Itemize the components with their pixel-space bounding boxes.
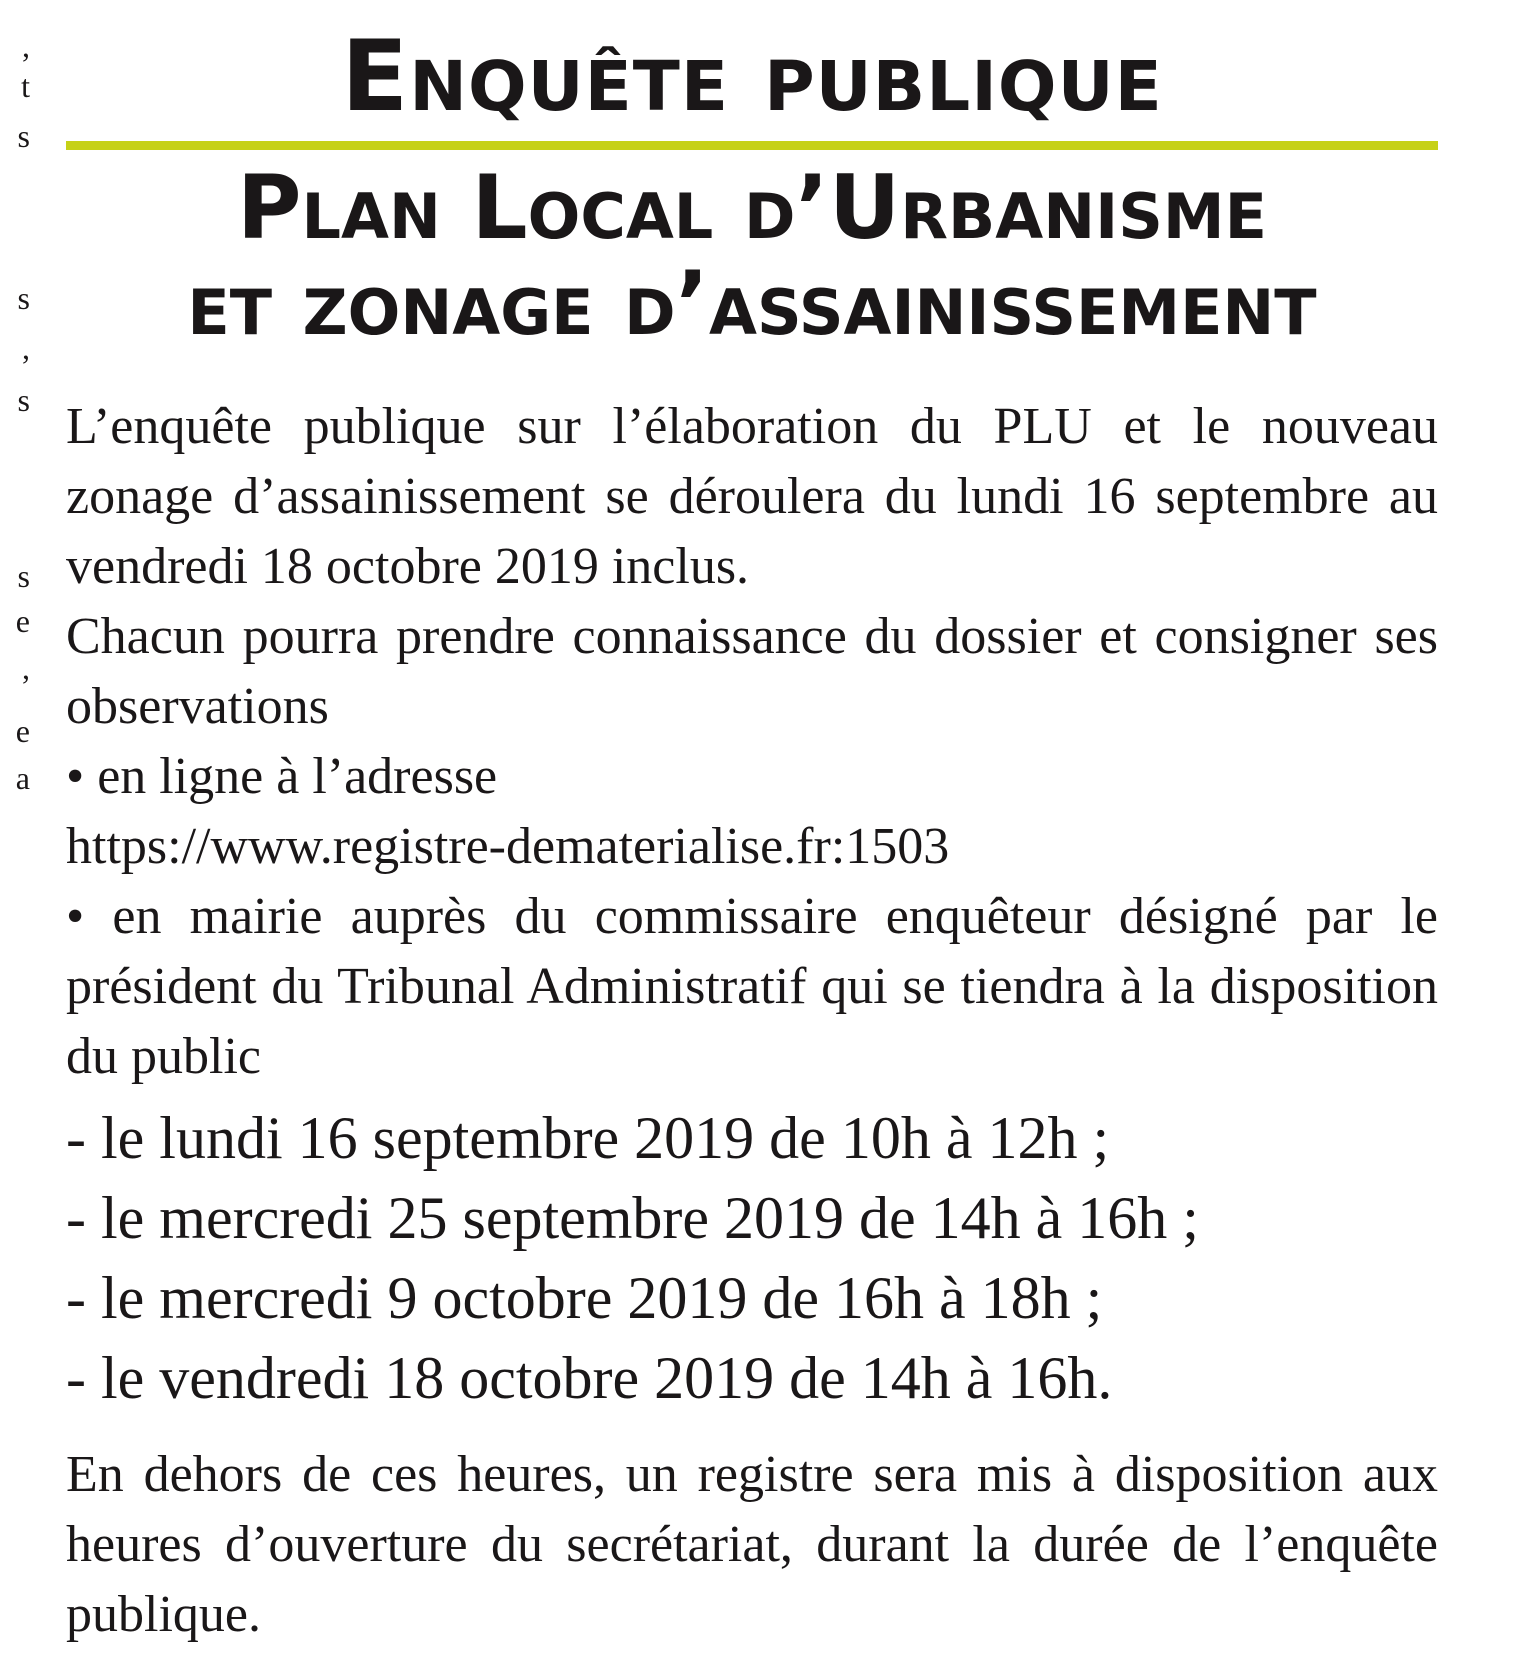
adjacent-column-glyph: , bbox=[22, 330, 30, 366]
adjacent-column-glyph: e bbox=[15, 603, 30, 639]
consultation-paragraph: Chacun pourra prendre connaissance du dossier et consigner ses observations bbox=[66, 608, 1438, 735]
footer-paragraph: En dehors de ces heures, un registre sera mis à disposition aux heures d’ouverture du secrétariat, durant la durée de l’enquête publique. bbox=[66, 1446, 1438, 1643]
schedule-item: - le vendredi 18 octobre 2019 de 14h à 16h. bbox=[66, 1345, 1113, 1411]
online-option bbox=[66, 742, 1438, 882]
schedule-item: - le mercredi 25 septembre 2019 de 14h à 16h ; bbox=[66, 1185, 1199, 1251]
schedule-item: - le lundi 16 septembre 2019 de 10h à 12h ; bbox=[66, 1105, 1110, 1171]
headline-line-1: Plan Local d’Urbanisme bbox=[237, 156, 1267, 259]
adjacent-column-glyph: s bbox=[17, 280, 30, 316]
intro-paragraph: L’enquête publique sur l’élaboration du PLU et le nouveau zonage d’assainissement se déroulera du lundi 16 septembre au vendredi 18 octobre 2019 inclus. bbox=[66, 398, 1438, 595]
adjacent-column-glyph: a bbox=[15, 760, 30, 796]
town-hall-option: • en mairie auprès du commissaire enquêteur désigné par le président du Tribunal Administratif qui se tiendra à la disposition du public bbox=[66, 888, 1438, 1085]
adjacent-column-glyph: , bbox=[22, 650, 30, 686]
permanence-schedule bbox=[66, 1098, 1438, 1418]
adjacent-column-glyph: s bbox=[17, 382, 30, 418]
headline-line-2: et zonage d’assainissement bbox=[187, 252, 1317, 355]
accent-rule bbox=[66, 141, 1438, 150]
notice-kicker: Enquête publique bbox=[341, 20, 1163, 134]
notice-headline bbox=[66, 156, 1438, 355]
online-label: • en ligne à l’adresse bbox=[66, 748, 498, 805]
adjacent-column-glyph: , bbox=[22, 28, 30, 64]
adjacent-column-glyph: e bbox=[15, 713, 30, 749]
schedule-item: - le mercredi 9 octobre 2019 de 16h à 18h ; bbox=[66, 1265, 1103, 1331]
adjacent-column-glyph: t bbox=[21, 68, 30, 104]
adjacent-column-fragment bbox=[0, 0, 30, 1665]
adjacent-column-glyph: s bbox=[17, 118, 30, 154]
registry-url-link[interactable]: https://www.registre-dematerialise.fr:1503 bbox=[66, 818, 950, 875]
public-inquiry-notice bbox=[66, 0, 1438, 1650]
adjacent-column-glyph: s bbox=[17, 558, 30, 594]
